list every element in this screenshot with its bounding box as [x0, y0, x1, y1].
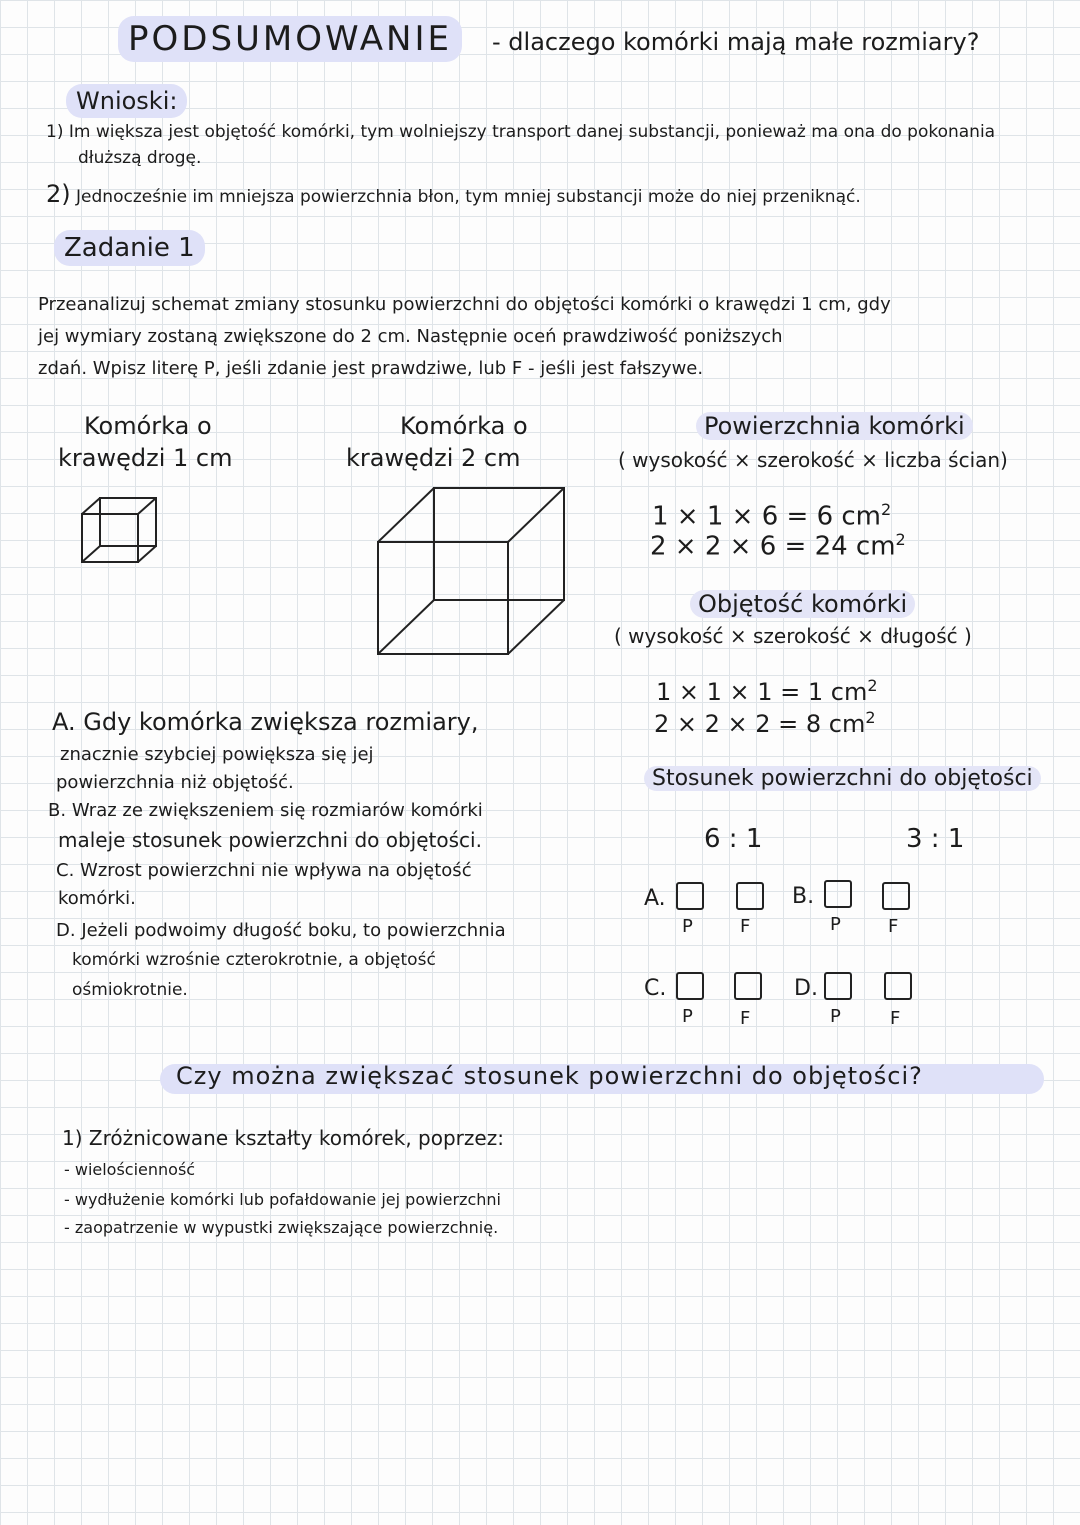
cell-small-label-2: krawędzi 1 cm: [58, 444, 233, 472]
task-instruction-2: jej wymiary zostaną zwiększone do 2 cm. Następnie oceń prawdziwość poniższych: [38, 326, 783, 347]
surface-calc-1-text: 1 × 1 × 6 = 6 cm: [652, 501, 881, 532]
surface-heading: Powierzchnia komórki: [696, 412, 973, 440]
answer-c-p-checkbox[interactable]: [676, 972, 704, 1000]
big-cube-drawing: [376, 486, 566, 656]
ratio-small: 6 : 1: [704, 824, 763, 854]
statement-a-letter: A.: [52, 708, 76, 736]
volume-calc-1-exp: 2: [867, 676, 878, 695]
statement-c-line-1: Wzrost powierzchni nie wpływa na objętość: [80, 860, 472, 881]
answer-c-f-checkbox[interactable]: [734, 972, 762, 1000]
task-instruction-3: zdań. Wpisz literę P, jeśli zdanie jest prawdziwe, lub F - jeśli jest fałszywe.: [38, 358, 704, 379]
volume-calc-2-exp: 2: [865, 708, 876, 727]
ways-heading: 1) Zróżnicowane kształty komórek, poprzez:: [62, 1126, 504, 1150]
cell-big-label-2: krawędzi 2 cm: [346, 444, 521, 472]
statement-c-line-2: komórki.: [58, 888, 136, 909]
volume-heading: Objętość komórki: [690, 590, 915, 618]
cell-big-label-1: Komórka o: [400, 412, 528, 440]
statement-d-line-3: ośmiokrotnie.: [72, 980, 188, 1000]
conclusion-2-text: Jednocześnie im mniejsza powierzchnia błon, tym mniej substancji może do niej przeniknąć.: [76, 187, 861, 207]
answer-a-p-checkbox[interactable]: [676, 882, 704, 910]
statement-b-line-2: maleje stosunek powierzchni do objętości.: [58, 828, 482, 852]
answer-b-p-label: P: [830, 914, 841, 935]
volume-calc-1-text: 1 × 1 × 1 = 1 cm: [656, 678, 868, 706]
surface-calc-2-exp: 2: [895, 530, 906, 549]
page-subtitle: - dlaczego komórki mają małe rozmiary?: [492, 28, 980, 56]
conclusion-1: [46, 122, 995, 142]
ratio-big: 3 : 1: [906, 824, 965, 854]
answer-a-letter: A.: [644, 886, 666, 911]
conclusion-2-num: 2): [46, 180, 71, 208]
statement-d: [56, 920, 506, 941]
conclusions-label: Wnioski:: [66, 84, 187, 118]
answer-c-letter: C.: [644, 976, 667, 1001]
statement-c-letter: C.: [56, 860, 75, 881]
surface-calc-1: [652, 500, 891, 532]
answer-d-letter: D.: [794, 976, 818, 1001]
surface-calc-2-text: 2 × 2 × 6 = 24 cm: [650, 531, 896, 562]
volume-calc-1: [656, 676, 878, 706]
conclusion-1-cont: dłuższą drogę.: [78, 148, 202, 168]
statement-a: [52, 708, 478, 736]
statement-b-line-1: Wraz ze zwiększeniem się rozmiarów komórki: [71, 800, 483, 821]
statement-d-line-2: komórki wzrośnie czterokrotnie, a objętość: [72, 950, 436, 970]
answer-c-p-label: P: [682, 1006, 693, 1027]
statement-b-letter: B.: [48, 800, 67, 821]
answer-c-f-label: F: [740, 1008, 751, 1029]
volume-calc-2: [654, 708, 876, 738]
ways-item-3: - zaopatrzenie w wypustki zwiększające powierzchnię.: [64, 1218, 499, 1237]
cell-small-label-1: Komórka o: [84, 412, 212, 440]
volume-formula: ( wysokość × szerokość × długość ): [614, 624, 972, 648]
ways-item-2: - wydłużenie komórki lub pofałdowanie jej powierzchni: [64, 1190, 501, 1209]
statement-a-line-1: Gdy komórka zwiększa rozmiary,: [83, 708, 479, 736]
statement-a-line-2: znacznie szybciej powiększa się jej: [60, 744, 374, 765]
task-label: Zadanie 1: [54, 230, 205, 266]
statement-d-letter: D.: [56, 920, 76, 941]
question-text: Czy można zwiększać stosunek powierzchni do objętości?: [176, 1062, 923, 1090]
statement-d-line-1: Jeżeli podwoimy długość boku, to powierzchnia: [81, 920, 506, 941]
answer-a-f-checkbox[interactable]: [736, 882, 764, 910]
answer-d-p-checkbox[interactable]: [824, 972, 852, 1000]
task-instruction-1: Przeanalizuj schemat zmiany stosunku powierzchni do objętości komórki o krawędzi 1 cm, gdy: [38, 294, 891, 315]
ways-item-1: - wielościenność: [64, 1160, 196, 1179]
answer-d-p-label: P: [830, 1006, 841, 1027]
answer-a-p-label: P: [682, 916, 693, 937]
statement-b: [48, 800, 483, 821]
volume-calc-2-text: 2 × 2 × 2 = 8 cm: [654, 710, 866, 738]
surface-calc-2: [650, 530, 906, 562]
answer-b-f-checkbox[interactable]: [882, 882, 910, 910]
conclusion-1-num: 1): [46, 122, 64, 142]
answer-d-f-label: F: [890, 1008, 901, 1029]
answer-b-f-label: F: [888, 916, 899, 937]
answer-b-letter: B.: [792, 884, 815, 909]
ratio-heading: Stosunek powierzchni do objętości: [644, 766, 1041, 791]
answer-b-p-checkbox[interactable]: [824, 880, 852, 908]
page-title: PODSUMOWANIE: [118, 16, 462, 62]
conclusion-1-text: Im większa jest objętość komórki, tym wolniejszy transport danej substancji, ponieważ ma ona do pokonania: [68, 122, 996, 142]
conclusion-2: [46, 180, 861, 208]
statement-c: [56, 860, 472, 881]
statement-a-line-3: powierzchnia niż objętość.: [56, 772, 294, 793]
small-cube-drawing: [80, 496, 160, 566]
surface-calc-1-exp: 2: [881, 500, 892, 519]
answer-a-f-label: F: [740, 916, 751, 937]
surface-formula: ( wysokość × szerokość × liczba ścian): [618, 448, 1008, 472]
answer-d-f-checkbox[interactable]: [884, 972, 912, 1000]
